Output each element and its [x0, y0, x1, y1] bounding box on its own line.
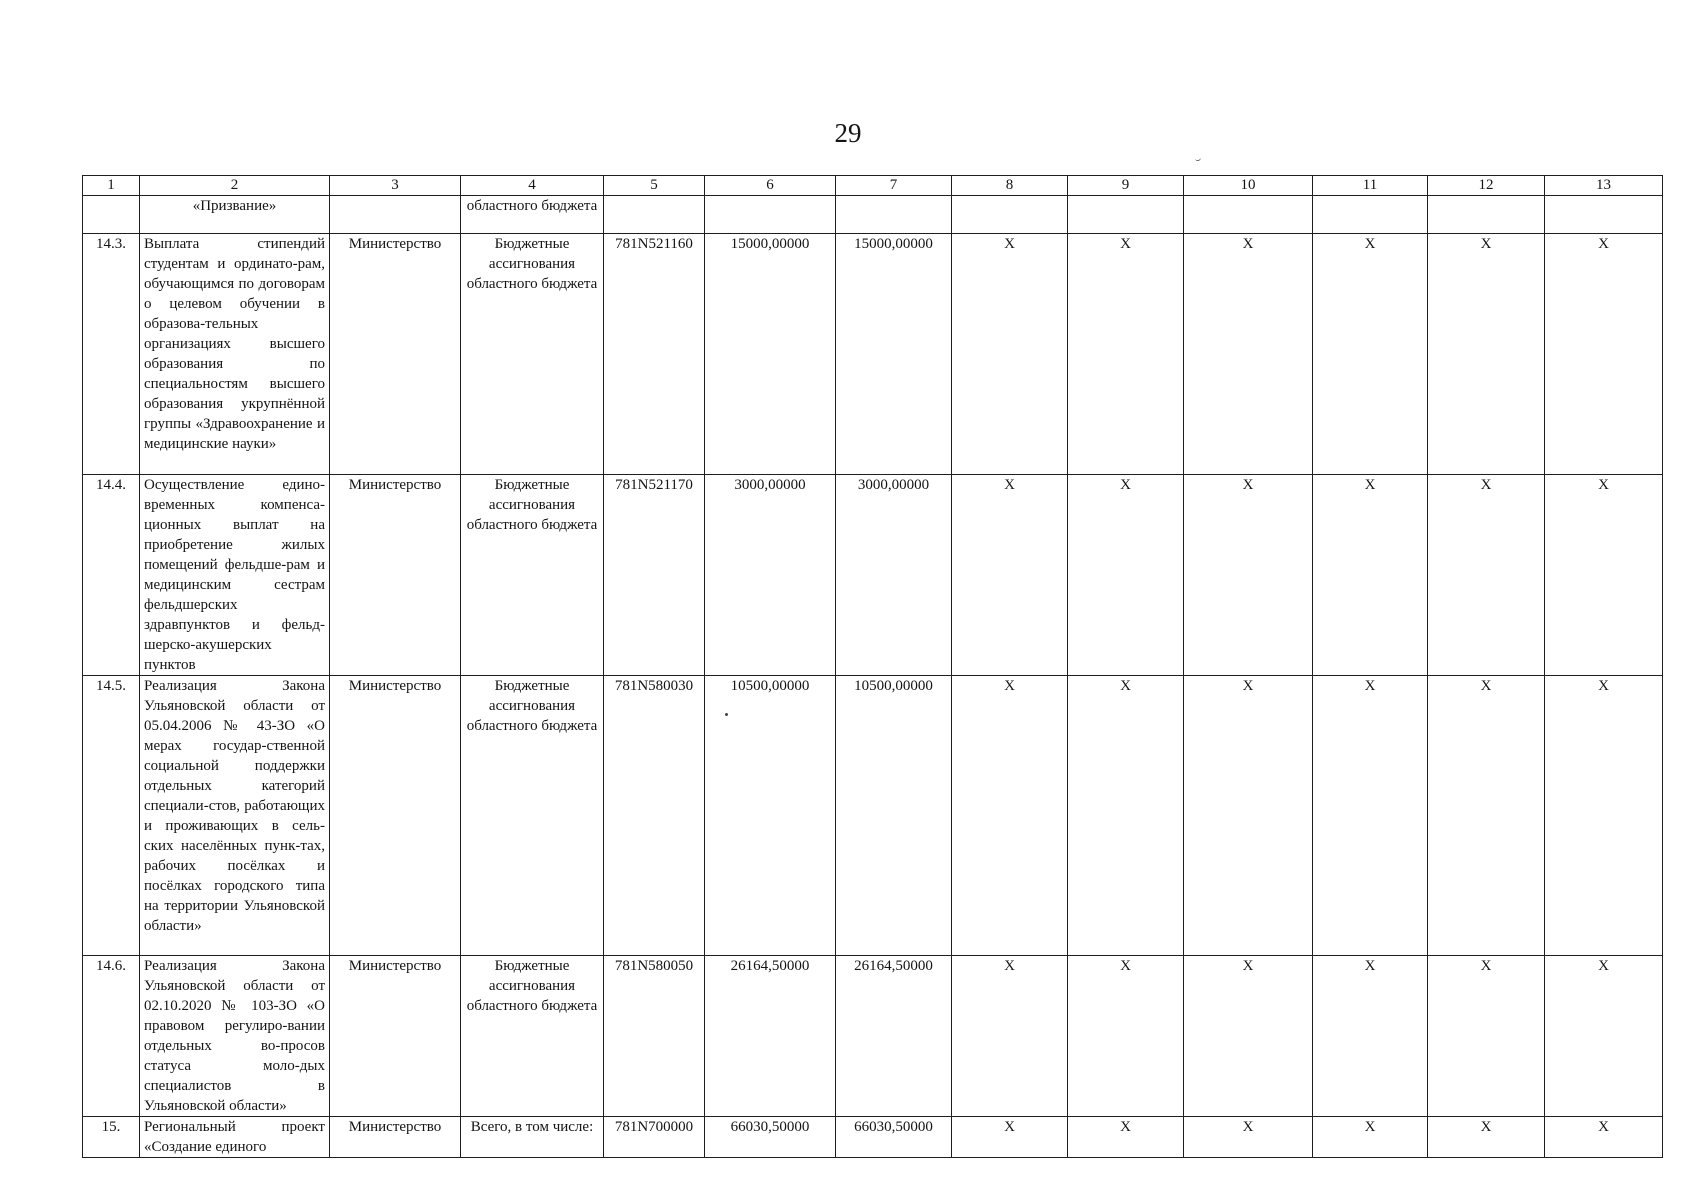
executor — [330, 196, 461, 234]
x-cell: X — [1428, 475, 1545, 676]
budget-table — [82, 175, 1663, 1158]
x-cell: X — [1184, 475, 1313, 676]
budget-code: 781N521170 — [604, 475, 705, 676]
x-cell — [1545, 196, 1663, 234]
row-number: 14.6. — [83, 956, 140, 1117]
funding-source: Бюджетные ассигнования областного бюджета — [461, 956, 604, 1117]
row-number: 15. — [83, 1117, 140, 1158]
executor: Министерство — [330, 676, 461, 956]
x-cell: X — [952, 234, 1068, 475]
executor: Министерство — [330, 1117, 461, 1158]
budget-code — [604, 196, 705, 234]
table-row — [83, 234, 1663, 475]
amount-year: 3000,00000 — [836, 475, 952, 676]
budget-code: 781N521160 — [604, 234, 705, 475]
column-number: 1 — [83, 176, 140, 196]
funding-source: Всего, в том числе: — [461, 1117, 604, 1158]
x-cell: X — [1068, 1117, 1184, 1158]
measure-name: Осуществление едино-временных компенса-ционных выплат на приобретение жилых помещений фельдше-рам и медицинским сестрам фельдшерских здравпунктов и фельд-шерско-акушерских пунктов — [140, 475, 330, 676]
amount-year: 26164,50000 — [836, 956, 952, 1117]
measure-name: Реализация Закона Ульяновской области от 02.10.2020 № 103-ЗО «О правовом регулиро-вании отдельных во-просов статуса моло-дых специалистов в Ульяновской области» — [140, 956, 330, 1117]
amount-total — [705, 196, 836, 234]
page-number: 29 — [834, 118, 862, 148]
column-number: 10 — [1184, 176, 1313, 196]
x-cell — [1068, 196, 1184, 234]
funding-source: Бюджетные ассигнования областного бюджета — [461, 475, 604, 676]
amount-total: 10500,00000 — [705, 676, 836, 956]
x-cell: X — [1184, 956, 1313, 1117]
budget-code: 781N580030 — [604, 676, 705, 956]
x-cell — [1313, 196, 1428, 234]
executor: Министерство — [330, 234, 461, 475]
x-cell: X — [1428, 956, 1545, 1117]
x-cell — [952, 196, 1068, 234]
measure-name: Региональный проект «Создание единого — [140, 1117, 330, 1158]
amount-total: 15000,00000 — [705, 234, 836, 475]
x-cell: X — [1313, 676, 1428, 956]
x-cell: X — [1428, 1117, 1545, 1158]
amount-total: 3000,00000 — [705, 475, 836, 676]
table-row — [83, 475, 1663, 676]
column-number: 11 — [1313, 176, 1428, 196]
x-cell: X — [952, 956, 1068, 1117]
x-cell: X — [1313, 1117, 1428, 1158]
column-number: 2 — [140, 176, 330, 196]
budget-code: 781N700000 — [604, 1117, 705, 1158]
continuation-row — [83, 196, 1663, 234]
x-cell: X — [1545, 956, 1663, 1117]
x-cell: X — [1313, 475, 1428, 676]
measure-name: Реализация Закона Ульяновской области от 05.04.2006 № 43-ЗО «О мерах государ-ственной социальной поддержки отдельных категорий специали-стов, работающих и проживающих в сель-ских населённых пунк-тах, рабочих посёлках и посёлках городского типа на территории Ульяновской области» — [140, 676, 330, 956]
column-number: 5 — [604, 176, 705, 196]
column-number: 4 — [461, 176, 604, 196]
budget-code: 781N580050 — [604, 956, 705, 1117]
x-cell: X — [1545, 676, 1663, 956]
row-number: 14.3. — [83, 234, 140, 475]
column-number: 7 — [836, 176, 952, 196]
x-cell: X — [1313, 956, 1428, 1117]
x-cell: X — [1184, 676, 1313, 956]
x-cell: X — [1068, 956, 1184, 1117]
row-number — [83, 196, 140, 234]
amount-total: 66030,50000 — [705, 1117, 836, 1158]
x-cell: X — [1545, 234, 1663, 475]
table-row — [83, 956, 1663, 1117]
x-cell: X — [1428, 676, 1545, 956]
column-number: 9 — [1068, 176, 1184, 196]
funding-source: Бюджетные ассигнования областного бюджета — [461, 234, 604, 475]
measure-name: Выплата стипендий студентам и ординато-рам, обучающимся по договорам о целевом обучении в образова-тельных организациях высшего образования по специальностям высшего образования укрупнённой группы «Здравоохранение и медицинские науки» — [140, 234, 330, 475]
column-number-row — [83, 176, 1663, 196]
amount-year: 10500,00000 — [836, 676, 952, 956]
x-cell — [1428, 196, 1545, 234]
x-cell: X — [1428, 234, 1545, 475]
amount-year: 66030,50000 — [836, 1117, 952, 1158]
x-cell — [1184, 196, 1313, 234]
amount-total: 26164,50000 — [705, 956, 836, 1117]
x-cell: X — [1068, 234, 1184, 475]
x-cell: X — [1184, 1117, 1313, 1158]
x-cell: X — [1068, 475, 1184, 676]
measure-name: «Призвание» — [140, 196, 330, 234]
x-cell: X — [952, 475, 1068, 676]
column-number: 6 — [705, 176, 836, 196]
column-number: 13 — [1545, 176, 1663, 196]
x-cell: X — [1545, 475, 1663, 676]
row-number: 14.4. — [83, 475, 140, 676]
executor: Министерство — [330, 956, 461, 1117]
scan-mark — [1195, 156, 1202, 161]
x-cell: X — [952, 1117, 1068, 1158]
x-cell: X — [952, 676, 1068, 956]
x-cell: X — [1184, 234, 1313, 475]
column-number: 12 — [1428, 176, 1545, 196]
column-number: 3 — [330, 176, 461, 196]
funding-source: Бюджетные ассигнования областного бюджета — [461, 676, 604, 956]
executor: Министерство — [330, 475, 461, 676]
table-row — [83, 1117, 1663, 1158]
amount-year — [836, 196, 952, 234]
funding-source: областного бюджета — [461, 196, 604, 234]
table-row — [83, 676, 1663, 956]
row-number: 14.5. — [83, 676, 140, 956]
amount-year: 15000,00000 — [836, 234, 952, 475]
column-number: 8 — [952, 176, 1068, 196]
x-cell: X — [1313, 234, 1428, 475]
x-cell: X — [1068, 676, 1184, 956]
x-cell: X — [1545, 1117, 1663, 1158]
